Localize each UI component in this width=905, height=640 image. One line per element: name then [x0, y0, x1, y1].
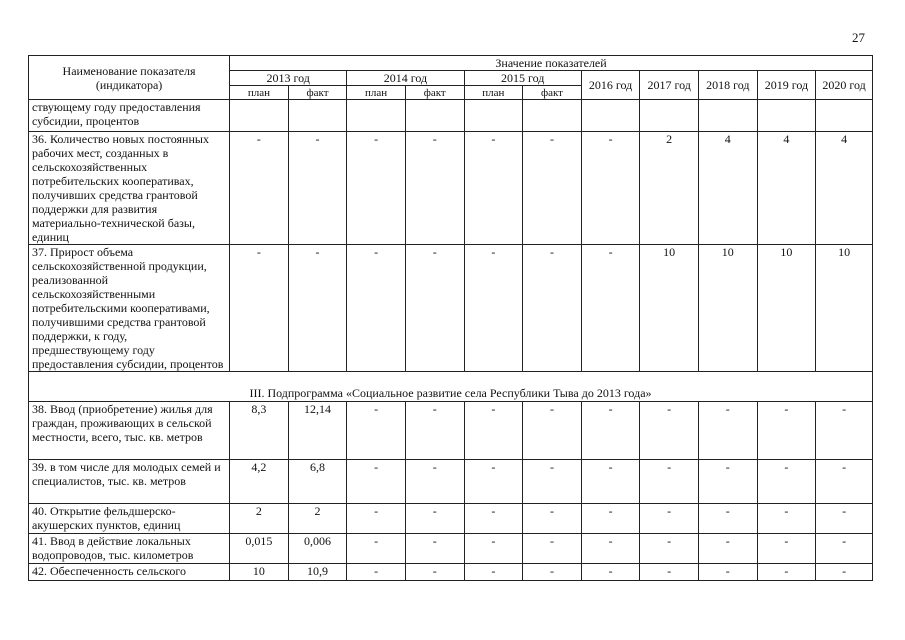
value-cell: [581, 100, 640, 132]
value-cell: [347, 100, 406, 132]
value-cell: 12,14: [288, 402, 347, 460]
value-cell: -: [523, 534, 582, 564]
value-cell: -: [640, 402, 699, 460]
value-cell: 10: [698, 245, 757, 372]
value-cell: -: [464, 534, 523, 564]
value-cell: -: [347, 504, 406, 534]
value-cell: -: [523, 132, 582, 245]
value-cell: -: [464, 245, 523, 372]
value-cell: 2: [640, 132, 699, 245]
section-title: III. Подпрограмма «Социальное развитие села Республики Тыва до 2013 года»: [29, 372, 873, 402]
value-cell: 2: [288, 504, 347, 534]
value-cell: -: [698, 402, 757, 460]
value-cell: -: [816, 504, 873, 534]
table-row: [29, 100, 873, 132]
value-cell: -: [640, 460, 699, 504]
value-cell: -: [230, 132, 289, 245]
header-plan-2013: план: [230, 86, 289, 100]
header-year-2013: 2013 год: [230, 71, 347, 86]
header-year-2019: 2019 год: [757, 71, 816, 100]
value-cell: -: [581, 460, 640, 504]
value-cell: -: [464, 564, 523, 581]
value-cell: 10: [640, 245, 699, 372]
value-cell: -: [288, 245, 347, 372]
table-row: [29, 564, 873, 581]
value-cell: -: [347, 564, 406, 581]
header-year-2017: 2017 год: [640, 71, 699, 100]
value-cell: -: [698, 534, 757, 564]
value-cell: -: [523, 460, 582, 504]
indicator-name: 36. Количество новых постоянных рабочих мест, созданных в сельскохозяйственных потребительских кооперативах, получивших средства грантовой поддержки для развития материально-технической базы, единиц: [29, 132, 230, 245]
value-cell: -: [816, 534, 873, 564]
header-plan-2015: план: [464, 86, 523, 100]
value-cell: -: [757, 460, 816, 504]
table-row: [29, 460, 873, 504]
value-cell: 6,8: [288, 460, 347, 504]
header-year-2020: 2020 год: [816, 71, 873, 100]
value-cell: 10: [816, 245, 873, 372]
indicator-name: 37. Прирост объема сельскохозяйственной продукции, реализованной сельскохозяйственными потребительскими кооперативами, получившими средства грантовой поддержки, к году, предшествующему году предоставления субсидии, процентов: [29, 245, 230, 372]
value-cell: -: [464, 132, 523, 245]
value-cell: 2: [230, 504, 289, 534]
value-cell: -: [405, 534, 464, 564]
value-cell: -: [288, 132, 347, 245]
value-cell: -: [405, 245, 464, 372]
value-cell: -: [405, 504, 464, 534]
value-cell: -: [405, 402, 464, 460]
value-cell: 4: [698, 132, 757, 245]
table-row: [29, 534, 873, 564]
value-cell: -: [816, 460, 873, 504]
value-cell: -: [640, 504, 699, 534]
value-cell: -: [581, 504, 640, 534]
section-row: [29, 372, 873, 402]
table-row: [29, 402, 873, 460]
value-cell: 10: [757, 245, 816, 372]
header-year-2016: 2016 год: [581, 71, 640, 100]
value-cell: -: [464, 460, 523, 504]
value-cell: -: [581, 564, 640, 581]
value-cell: -: [464, 504, 523, 534]
indicators-table: [28, 55, 873, 581]
value-cell: -: [347, 402, 406, 460]
value-cell: -: [581, 132, 640, 245]
header-fact-2013: факт: [288, 86, 347, 100]
value-cell: [230, 100, 289, 132]
value-cell: -: [757, 402, 816, 460]
value-cell: -: [523, 245, 582, 372]
header-values-title: Значение показателей: [230, 56, 873, 71]
value-cell: -: [816, 402, 873, 460]
value-cell: -: [698, 504, 757, 534]
value-cell: [288, 100, 347, 132]
value-cell: [816, 100, 873, 132]
value-cell: -: [405, 460, 464, 504]
indicator-name: ствующему году предоставления субсидии, процентов: [29, 100, 230, 132]
value-cell: 10: [230, 564, 289, 581]
value-cell: -: [757, 504, 816, 534]
value-cell: [523, 100, 582, 132]
value-cell: -: [347, 245, 406, 372]
indicator-name: 42. Обеспеченность сельского: [29, 564, 230, 581]
page-number: 27: [852, 30, 865, 45]
value-cell: 4: [757, 132, 816, 245]
header-year-2015: 2015 год: [464, 71, 581, 86]
header-year-2014: 2014 год: [347, 71, 464, 86]
value-cell: -: [405, 132, 464, 245]
value-cell: -: [640, 534, 699, 564]
value-cell: -: [757, 534, 816, 564]
header-fact-2015: факт: [523, 86, 582, 100]
header-year-2018: 2018 год: [698, 71, 757, 100]
value-cell: [698, 100, 757, 132]
table-row: [29, 504, 873, 534]
value-cell: -: [523, 564, 582, 581]
value-cell: -: [698, 460, 757, 504]
value-cell: -: [581, 534, 640, 564]
value-cell: 0,006: [288, 534, 347, 564]
value-cell: -: [405, 564, 464, 581]
value-cell: -: [757, 564, 816, 581]
value-cell: -: [523, 402, 582, 460]
value-cell: -: [581, 402, 640, 460]
value-cell: -: [347, 534, 406, 564]
value-cell: -: [464, 402, 523, 460]
value-cell: [464, 100, 523, 132]
value-cell: -: [640, 564, 699, 581]
header-fact-2014: факт: [405, 86, 464, 100]
value-cell: -: [581, 245, 640, 372]
table-row: [29, 245, 873, 372]
value-cell: -: [347, 460, 406, 504]
value-cell: -: [347, 132, 406, 245]
value-cell: -: [523, 504, 582, 534]
indicator-name: 39. в том числе для молодых семей и специалистов, тыс. кв. метров: [29, 460, 230, 504]
indicator-name: 41. Ввод в действие локальных водопроводов, тыс. километров: [29, 534, 230, 564]
indicator-name: 38. Ввод (приобретение) жилья для граждан, проживающих в сельской местности, всего, тыс. кв. метров: [29, 402, 230, 460]
value-cell: -: [816, 564, 873, 581]
value-cell: 4: [816, 132, 873, 245]
value-cell: [640, 100, 699, 132]
value-cell: -: [698, 564, 757, 581]
value-cell: 8,3: [230, 402, 289, 460]
value-cell: [405, 100, 464, 132]
header-indicator-name: Наименование показателя (индикатора): [29, 56, 230, 100]
value-cell: 10,9: [288, 564, 347, 581]
indicator-name: 40. Открытие фельдшерско-акушерских пунктов, единиц: [29, 504, 230, 534]
table-row: [29, 132, 873, 245]
value-cell: [757, 100, 816, 132]
header-plan-2014: план: [347, 86, 406, 100]
value-cell: 4,2: [230, 460, 289, 504]
value-cell: 0,015: [230, 534, 289, 564]
value-cell: -: [230, 245, 289, 372]
